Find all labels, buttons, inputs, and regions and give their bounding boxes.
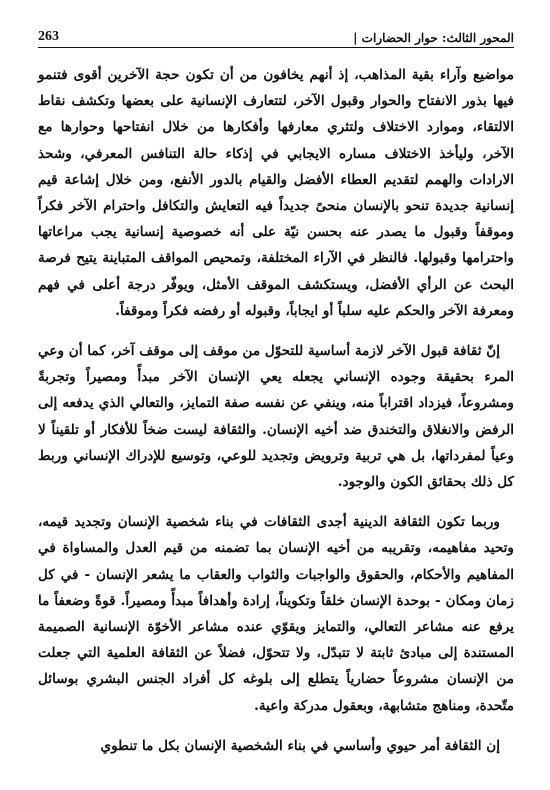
running-header [38,18,514,48]
body-text [38,62,514,759]
book-page [38,18,514,778]
page-number: 263 [38,29,59,44]
chapter-title: المحور الثالث: حوار الحضارات | [353,31,514,45]
paragraph-4: إن الثقافة أمر حيوي وأساسي في بناء الشخصية الإنسان بكل ما تنطوي [100,737,500,754]
paragraph-3: وربما تكون الثقافة الدينية أجدى الثقافات في بناء شخصية الإنسان وتجديد قيمه، وتحيد مفاهيمه، وتقريبه من أخيه الإنسان بما تضمنه من قيم العدل والمساواة في المفاهيم والأحكام، والحقوق والواجبات والثواب والعقاب ما يشعر الإنسان - في كل زمان ومكان - بوحدة الإنسان خلقاً وتكويناً، إرادة وأهدافاً مبدأً ومصيراً. قوةً وضعفاً ما يرفع عنه مشاعر التعالي، والتمايز ويقوّي عنده مشاعر الأخوّة الإنسانية الصميمة المستندة إلى مبادئ ثابتة لا تتبدّل، ولا تتحوّل، فضلاً عن الثقافة العلمية التي جعلت من الإنسان مشروعاً حضارياً يتطلع إلى بلوغه كل أفراد الجنس البشري بوسائل متّحدة، ومناهج متشابهة، وبعقول مدركة واعية. [38,514,514,714]
paragraph-2: إنّ ثقافة قبول الآخر لازمة أساسية للتحوّل من موقف إلى موقف آخر، كما أن وعي المرء بحقيقة وجوده الإنساني يجعله يعي الإنسان الآخر مبدأً ومصيراً وتجربةً ومشروعاً، فيزداد اقتراباً منه، وينفي عن نفسه صفة التمايز، والتعالي الذي يدفعه إلى الرفض والانغلاق والتخندق ضد أخيه الإنسان. والثقافة ليست ضخاً للأفكار أو تلقيناً لا وعياً لمفرداتها، بل هي تربية وترويض وتجديد للوعي، وتوسيع للإدراك الإنساني وربط كل ذلك بحقائق الكون والوجود. [38,343,514,491]
paragraph-1: مواضيع وآراء بقية المذاهب، إذ أنهم يخافون من أن تكون حجة الآخرين أقوى فتنمو فيها بذور الانفتاح والحوار وقبول الآخر، لتتعارف الإنسانية على بعضها وتكشف نقاط الالتقاء، وموارد الاختلاف ولتثري معارفها وأفكارها من خلال انفتاحها وحوارها مع الآخر، وليأخذ الاختلاف مساره الايجابي في إذكاء حالة التنافس المعرفي، وشحذ الارادات والهمم لتقديم العطاء الأفضل والقيام بالدور الأنفع، ومن خلال إشاعة قيم إنسانية جديدة تنحو بالإنسان منحىً جديداً فيه التعايش والتكافل واحترام الآخر فكراً وموقفاً وقبول ما يصدر عنه بحسن نيّة على أنه خصوصية إنسانية يجب مراعاتها واحترامها وقبولها. فالنظر في الآراء المختلفة، وتمحيص المواقف المتباينة يتيح فرصة البحث عن الرأي الأفضل، ويستكشف الموقف الأمثل، ويوفّر درجة أعلى في فهم ومعرفة الآخر والحكم عليه سلباً أو ايجاباً، وقبوله أو رفضه فكراً وموقفاً. [38,67,514,319]
